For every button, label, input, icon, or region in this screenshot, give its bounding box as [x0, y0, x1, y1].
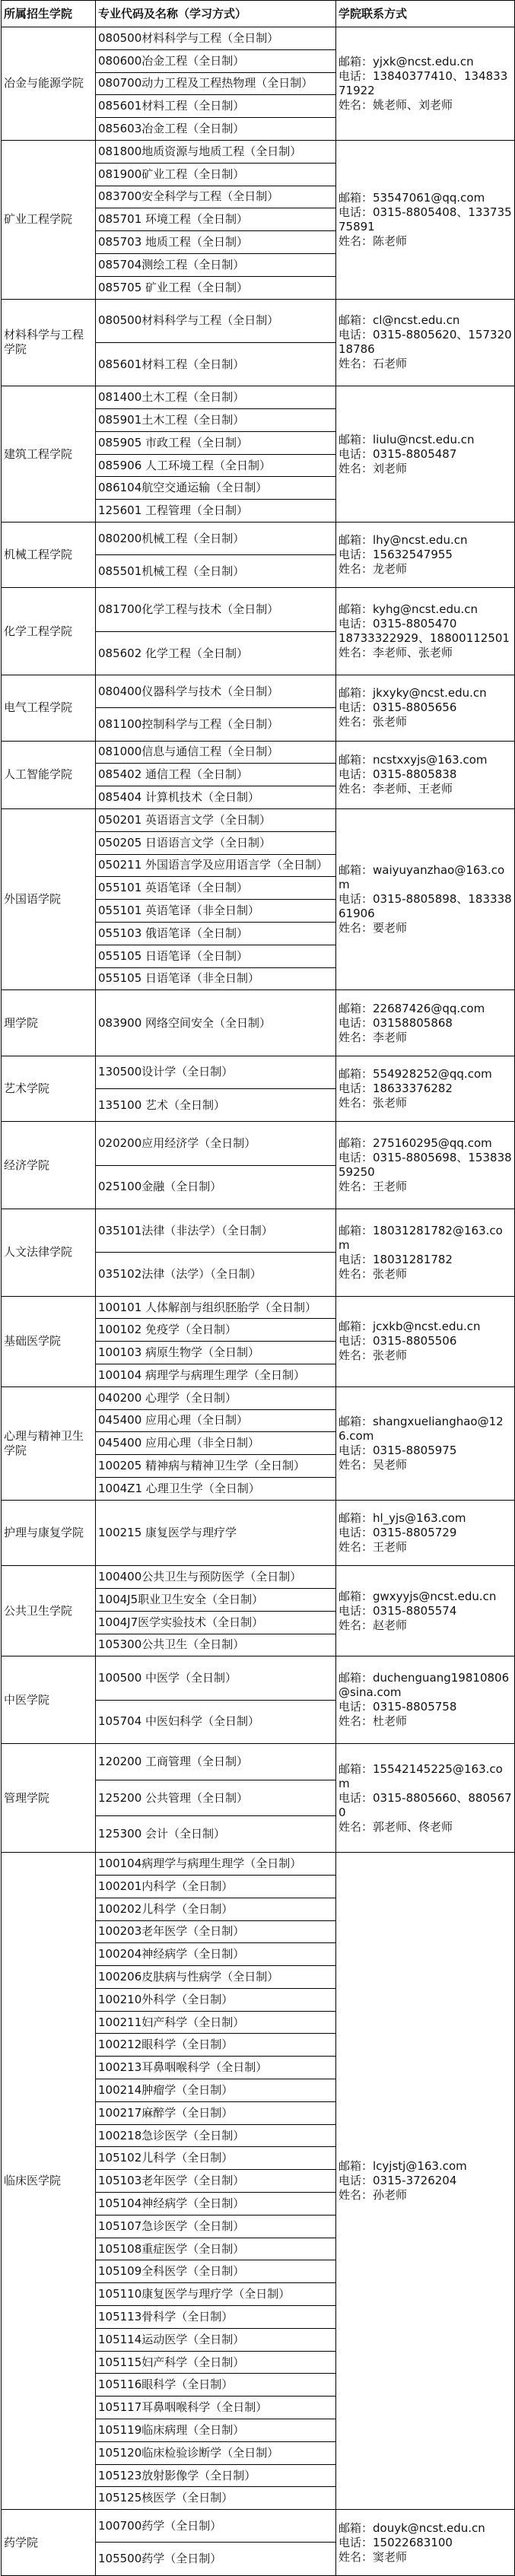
major-cell: 105113骨科学（全日制） [96, 2306, 336, 2329]
table-row [2, 990, 515, 1056]
table-row [2, 2510, 515, 2543]
contact-line: 邮箱：shangxuelianghao@126.com [339, 1414, 504, 1443]
college-name: 中医学院 [2, 1656, 96, 1744]
major-cell: 081000信息与通信工程（全日制） [96, 741, 336, 764]
college-name: 临床医学院 [2, 1853, 96, 2510]
major-cell: 105102儿科学（全日制） [96, 2147, 336, 2170]
table-row [2, 588, 515, 631]
table-row [2, 808, 515, 831]
college-name: 化学工程学院 [2, 588, 96, 675]
major-cell: 081700化学工程与技术（全日制） [96, 588, 336, 631]
contact-line: 姓名：张老师 [339, 1266, 408, 1281]
contact-line: 姓名：李老师 [339, 1030, 408, 1044]
contact-line: 姓名：陈老师 [339, 233, 408, 248]
major-cell: 100218急诊医学（全日制） [96, 2124, 336, 2147]
major-cell: 1004J7医学实验技术（全日制） [96, 1611, 336, 1634]
contact-line: 姓名：要老师 [339, 921, 408, 935]
major-cell: 135100 艺术（全日制） [96, 1088, 336, 1121]
major-cell: 085703 地质工程（全日制） [96, 231, 336, 254]
college-contact [336, 741, 515, 808]
college-contact [336, 1056, 515, 1121]
college-name: 艺术学院 [2, 1056, 96, 1121]
major-cell: 083900 网络空间安全（全日制） [96, 990, 336, 1056]
header-row [2, 1, 515, 27]
major-cell: 105104神经病学（全日制） [96, 2193, 336, 2215]
contact-line: 姓名：李老师、张老师 [339, 646, 453, 660]
contact-line: 电话：0315-8805898、18333861906 [339, 892, 512, 921]
major-cell: 085601材料工程（全日制） [96, 95, 336, 118]
contact-line: 邮箱：waiyuyanzhao@163.com [339, 863, 505, 892]
major-cell: 050201 英语语言文学（全日制） [96, 808, 336, 831]
major-cell: 040200 心理学（全日制） [96, 1386, 336, 1409]
contact-line: 电话：0315-8805698、15383859250 [339, 1151, 512, 1180]
college-name: 理学院 [2, 990, 96, 1056]
major-cell: 085603冶金工程（全日制） [96, 118, 336, 141]
college-name: 矿业工程学院 [2, 140, 96, 299]
college-contact [336, 1122, 515, 1209]
major-cell: 080200机械工程（全日制） [96, 523, 336, 555]
college-contact [336, 299, 515, 386]
major-cell: 105107急诊医学（全日制） [96, 2215, 336, 2238]
major-cell: 100201内科学（全日制） [96, 1875, 336, 1898]
major-cell: 100211妇产科学（全日制） [96, 2011, 336, 2034]
contact-line: 邮箱：275160295@qq.com [339, 1136, 492, 1151]
table-row [2, 1209, 515, 1252]
table-row [2, 1296, 515, 1319]
contact-line: 姓名：姚老师、刘老师 [339, 97, 453, 112]
college-contact [336, 990, 515, 1056]
contact-line: 姓名：吴老师 [339, 1457, 408, 1472]
contact-line: 邮箱：jcxkb@ncst.edu.cn [339, 1320, 481, 1334]
major-cell: 100205 精神病与精神卫生学（全日制） [96, 1455, 336, 1478]
major-cell: 1004Z1 心理卫生学（全日制） [96, 1477, 336, 1500]
header-college: 所属招生学院 [2, 1, 96, 27]
major-cell: 105120临床检验诊断学（全日制） [96, 2441, 336, 2464]
college-name: 护理与康复学院 [2, 1500, 96, 1565]
major-cell: 105300公共卫生（全日制） [96, 1634, 336, 1656]
contact-line: 姓名：郭老师、佟老师 [339, 1819, 453, 1834]
college-name: 公共卫生学院 [2, 1566, 96, 1656]
contact-line: 邮箱：kyhg@ncst.edu.cn [339, 602, 478, 617]
contact-line: 姓名：孙老师 [339, 2188, 408, 2203]
table-row [2, 741, 515, 764]
college-contact [336, 1744, 515, 1853]
major-cell: 085906 人工环境工程（全日制） [96, 454, 336, 477]
contact-line: 电话：0315-8805506 [339, 1334, 457, 1348]
major-cell: 100213耳鼻咽喉科学（全日制） [96, 2057, 336, 2079]
major-cell: 100204神经病学（全日制） [96, 1943, 336, 1966]
table-row [2, 675, 515, 708]
major-cell: 080400仪器科学与技术（全日制） [96, 675, 336, 708]
major-cell: 100215 康复医学与理疗学 [96, 1500, 336, 1565]
college-contact [336, 675, 515, 741]
major-cell: 130500设计学（全日制） [96, 1056, 336, 1088]
major-cell: 100103 病原生物学（全日制） [96, 1342, 336, 1364]
contact-line: 邮箱：gwxyyjs@ncst.edu.cn [339, 1589, 497, 1603]
college-name: 冶金与能源学院 [2, 27, 96, 141]
contact-line: 邮箱：yjxk@ncst.edu.cn [339, 54, 474, 68]
table-row [2, 1744, 515, 1780]
major-cell: 085402 通信工程（全日制） [96, 764, 336, 786]
major-cell: 081900矿业工程（全日制） [96, 163, 336, 186]
college-name: 机械工程学院 [2, 523, 96, 588]
major-cell: 085701 环境工程（全日制） [96, 208, 336, 231]
major-cell: 105500药学（全日制） [96, 2543, 336, 2576]
major-cell: 105109全科医学（全日制） [96, 2260, 336, 2283]
contact-line: 邮箱：douyk@ncst.edu.cn [339, 2520, 485, 2535]
major-cell: 100500 中医学（全日制） [96, 1656, 336, 1700]
contact-line: 邮箱：22687426@qq.com [339, 1001, 485, 1015]
contact-line: 邮箱：liulu@ncst.edu.cn [339, 432, 475, 446]
contact-line: 姓名：刘老师 [339, 461, 408, 475]
college-contact [336, 140, 515, 299]
contact-line: 姓名：张老师 [339, 1095, 408, 1110]
major-cell: 055103 俄语笔译（全日制） [96, 922, 336, 945]
contact-line: 电话：13840377410、13483371922 [339, 68, 508, 97]
contact-line: 电话：0315-8805620、15732018786 [339, 328, 512, 357]
major-cell: 055105 日语笔译（全日制） [96, 945, 336, 967]
major-cell: 020200应用经济学（全日制） [96, 1122, 336, 1165]
major-cell: 100203老年医学（全日制） [96, 1920, 336, 1943]
major-cell: 100104病理学与病理生理学（全日制） [96, 1853, 336, 1876]
major-cell: 105123放射影像学（全日制） [96, 2464, 336, 2487]
major-cell: 085501机械工程（全日制） [96, 555, 336, 588]
contact-line: 姓名：赵老师 [339, 1618, 408, 1632]
college-contact [336, 1500, 515, 1565]
table-row [2, 1566, 515, 1589]
college-name: 基础医学院 [2, 1296, 96, 1386]
major-cell: 105117耳鼻咽喉科学（全日制） [96, 2397, 336, 2419]
major-cell: 100206皮肤病与性病学（全日制） [96, 1966, 336, 1989]
major-cell: 100210外科学（全日制） [96, 1988, 336, 2011]
major-cell: 100101 人体解剖与组织胚胎学（全日制） [96, 1296, 336, 1319]
major-cell: 080600冶金工程（全日制） [96, 49, 336, 72]
college-contact [336, 2510, 515, 2576]
college-contact [336, 808, 515, 989]
major-cell: 100214肿瘤学（全日制） [96, 2079, 336, 2102]
table-row [2, 1056, 515, 1088]
contact-line: 姓名：王老师 [339, 1180, 408, 1194]
table-row [2, 1122, 515, 1165]
major-cell: 085905 市政工程（全日制） [96, 431, 336, 454]
major-cell: 083700安全科学与工程（全日制） [96, 186, 336, 208]
contact-line: 电话：18031281782 [339, 1252, 453, 1266]
header-major: 专业代码及名称（学习方式） [96, 1, 336, 27]
contact-line: 电话：0315-8805574 [339, 1603, 457, 1618]
contact-line: 姓名：龙老师 [339, 562, 408, 577]
major-cell: 100104 病理学与病理生理学（全日制） [96, 1364, 336, 1387]
major-cell: 105114运动医学（全日制） [96, 2328, 336, 2351]
major-cell: 035101法律（非法学）（全日制） [96, 1209, 336, 1252]
contact-line: 邮箱：hl_yjs@163.com [339, 1510, 466, 1525]
contact-line: 电话：0315-8805408、13373575891 [339, 205, 512, 233]
contact-line: 邮箱：15542145225@163.com [339, 1761, 503, 1790]
major-cell: 045400 应用心理（非全日制） [96, 1432, 336, 1455]
table-row [2, 140, 515, 163]
college-contact [336, 523, 515, 588]
major-cell: 100400公共卫生与预防医学（全日制） [96, 1566, 336, 1589]
contact-line: 电话：15632547955 [339, 548, 453, 562]
contact-line: 电话：0315-8805487 [339, 446, 457, 461]
major-cell: 035102法律（法学）（全日制） [96, 1253, 336, 1296]
major-cell: 105704 中医妇科学（全日制） [96, 1700, 336, 1743]
major-cell: 086104航空交通运输（全日制） [96, 477, 336, 500]
college-contact [336, 1386, 515, 1500]
contact-line: 电话：0315-8805660、8805670 [339, 1790, 512, 1819]
major-cell: 085404 计算机技术（全日制） [96, 786, 336, 809]
major-cell: 085601材料工程（全日制） [96, 342, 336, 386]
college-contact [336, 27, 515, 141]
contact-line: 邮箱：duchenguang19810806@sina.com [339, 1671, 510, 1700]
contact-line: 电话：0315-8805975 [339, 1443, 457, 1457]
contact-line: 电话：0315-8805656 [339, 700, 457, 715]
college-name: 材料科学与工程学院 [2, 299, 96, 386]
contact-line: 姓名：张老师 [339, 1348, 408, 1363]
contact-line: 邮箱：lhy@ncst.edu.cn [339, 533, 468, 548]
contact-line: 邮箱：jkxyky@ncst.edu.cn [339, 686, 487, 700]
contact-line: 电话：03158805868 [339, 1015, 453, 1030]
major-cell: 085901土木工程（全日制） [96, 409, 336, 432]
table-row [2, 1500, 515, 1565]
major-cell: 105116眼科学（全日制） [96, 2374, 336, 2397]
major-cell: 085704测绘工程（全日制） [96, 253, 336, 276]
table-row [2, 299, 515, 342]
college-contact [336, 588, 515, 675]
contact-line: 姓名：王老师 [339, 1539, 408, 1554]
contact-line: 姓名：张老师 [339, 715, 408, 729]
college-name: 外国语学院 [2, 808, 96, 989]
major-cell: 105119临床病理（全日制） [96, 2419, 336, 2442]
table-row [2, 1853, 515, 1876]
contact-line: 邮箱：554928252@qq.com [339, 1066, 492, 1081]
major-cell: 055101 英语笔译（全日制） [96, 877, 336, 900]
contact-line: 姓名：窦老师 [339, 2549, 408, 2564]
college-name: 经济学院 [2, 1122, 96, 1209]
major-cell: 105115妇产科学（全日制） [96, 2351, 336, 2374]
contact-line: 电话：0315-8805470 [339, 617, 457, 631]
contact-line: 电话：0315-3726204 [339, 2174, 457, 2188]
contact-line: 姓名：李老师、王老师 [339, 782, 453, 796]
major-cell: 085602 化学工程（全日制） [96, 631, 336, 675]
major-cell: 105108重症医学（全日制） [96, 2238, 336, 2260]
major-cell: 100202儿科学（全日制） [96, 1898, 336, 1920]
major-cell: 055105 日语笔译（非全日制） [96, 967, 336, 990]
contact-line: 邮箱：lcyjstj@163.com [339, 2159, 467, 2174]
college-contact [336, 1296, 515, 1386]
table-row [2, 1656, 515, 1700]
major-cell: 081100控制科学与工程（全日制） [96, 708, 336, 741]
college-contact [336, 1853, 515, 2510]
college-name: 电气工程学院 [2, 675, 96, 741]
contact-line: 18733322929、18800112501 [339, 631, 510, 646]
major-cell: 105125核医学（全日制） [96, 2487, 336, 2510]
major-cell: 050205 日语语言文学（全日制） [96, 831, 336, 854]
table-row [2, 386, 515, 409]
contact-line: 邮箱：18031281782@163.com [339, 1223, 503, 1252]
major-cell: 125601 工程管理（全日制） [96, 500, 336, 523]
contact-line: 邮箱：cl@ncst.edu.cn [339, 313, 460, 328]
major-cell: 100102 免疫学（全日制） [96, 1319, 336, 1342]
college-name: 药学院 [2, 2510, 96, 2576]
major-cell: 081400土木工程（全日制） [96, 386, 336, 409]
major-cell: 1004J5职业卫生安全（全日制） [96, 1588, 336, 1611]
college-name: 人工智能学院 [2, 741, 96, 808]
major-cell: 080500材料科学与工程（全日制） [96, 299, 336, 342]
college-name: 建筑工程学院 [2, 386, 96, 523]
contact-line: 姓名：杜老师 [339, 1714, 408, 1729]
contact-line: 电话：15022683100 [339, 2535, 453, 2549]
major-cell: 055101 英语笔译（非全日制） [96, 900, 336, 923]
major-cell: 105103老年医学（全日制） [96, 2170, 336, 2193]
contact-line: 邮箱：ncstxxyjs@163.com [339, 753, 488, 767]
college-name: 人文法律学院 [2, 1209, 96, 1296]
major-cell: 050211 外国语言学及应用语言学（全日制） [96, 854, 336, 877]
college-contact [336, 1209, 515, 1296]
major-cell: 080700动力工程及工程热物理（全日制） [96, 72, 336, 95]
major-cell: 100217麻醉学（全日制） [96, 2101, 336, 2124]
major-cell: 120200 工商管理（全日制） [96, 1744, 336, 1780]
college-contact [336, 1656, 515, 1744]
contact-line: 邮箱：53547061@qq.com [339, 190, 485, 205]
contact-line: 电话：0315-8805838 [339, 767, 457, 782]
table-row [2, 523, 515, 555]
major-cell: 105110康复医学与理疗学（全日制） [96, 2283, 336, 2306]
major-cell: 045400 应用心理（全日制） [96, 1409, 336, 1432]
major-cell: 080500材料科学与工程（全日制） [96, 27, 336, 50]
college-contact [336, 386, 515, 523]
major-cell: 100700药学（全日制） [96, 2510, 336, 2543]
enrollment-table [1, 0, 515, 2576]
major-cell: 100212眼科学（全日制） [96, 2034, 336, 2057]
table-body [2, 27, 515, 2576]
table-row [2, 1386, 515, 1409]
major-cell: 125300 会计（全日制） [96, 1816, 336, 1853]
header-contact: 学院联系方式 [336, 1, 515, 27]
college-contact [336, 1566, 515, 1656]
major-cell: 085705 矿业工程（全日制） [96, 276, 336, 299]
contact-line: 电话：0315-8805729 [339, 1525, 457, 1539]
major-cell: 125200 公共管理（全日制） [96, 1780, 336, 1816]
contact-line: 姓名：石老师 [339, 357, 408, 371]
table-row [2, 27, 515, 50]
contact-line: 电话：0315-8805758 [339, 1700, 457, 1714]
major-cell: 081800地质资源与地质工程（全日制） [96, 140, 336, 163]
major-cell: 025100金融（全日制） [96, 1165, 336, 1209]
contact-line: 电话：18633376282 [339, 1081, 453, 1095]
college-name: 管理学院 [2, 1744, 96, 1853]
college-name: 心理与精神卫生学院 [2, 1386, 96, 1500]
